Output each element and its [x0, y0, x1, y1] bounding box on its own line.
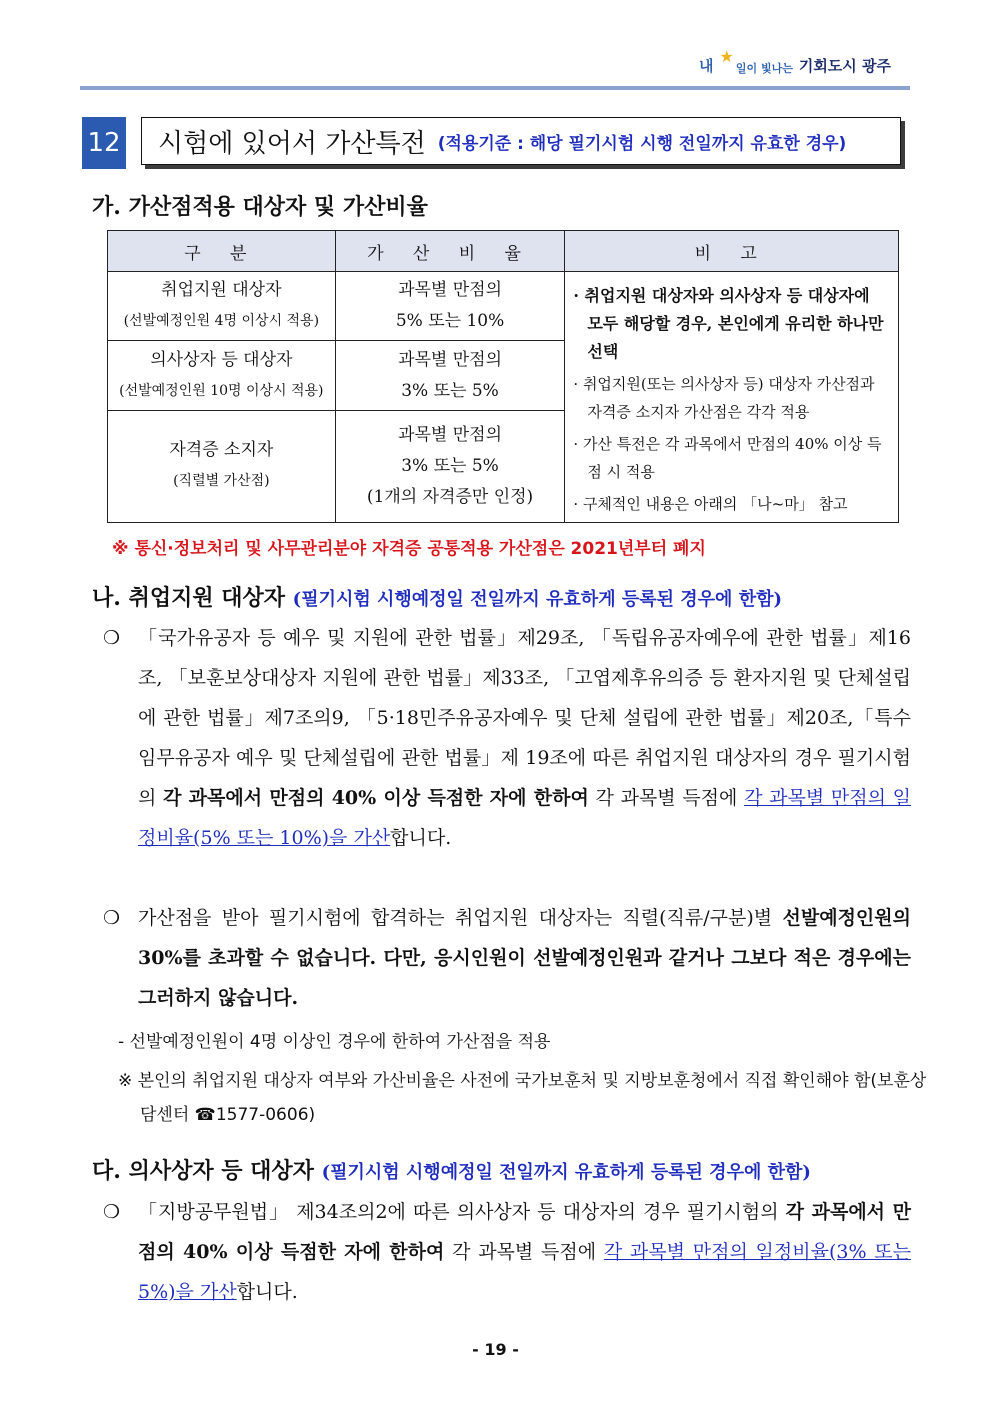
- logo-main: 기회도시 광주: [798, 57, 891, 75]
- target-sub: (선발예정인원 10명 이상시 적용): [119, 382, 324, 399]
- target-sub: (직렬별 가산점): [173, 473, 270, 490]
- table-header: 가 산 비 율: [335, 231, 565, 272]
- text: 합니다.: [236, 1281, 298, 1303]
- table-cell: [108, 341, 336, 410]
- text: 「지방공무원법」 제34조의2에 따른 의사상자 등 대상자의 경우 필기시험의: [138, 1201, 786, 1223]
- underlined-text: 각 과목별 만점의 일정비율(3% 또는 5%)을 가산: [138, 1241, 911, 1303]
- heading-a: 가. 가산점적용 대상자 및 가산비율: [92, 194, 428, 220]
- ratio-line: 3% 또는 5%: [401, 380, 499, 401]
- note-item: · 취업지원(또는 의사상자 등) 대상자 가산점과 자격증 소지자 가산점은 각각 적용: [573, 375, 875, 421]
- ratio-line: 과목별 만점의: [398, 280, 502, 301]
- table-cell: [108, 410, 336, 522]
- heading-b-note: (필기시험 시행예정일 전일까지 유효하게 등록된 경우에 한함): [292, 589, 783, 610]
- note-item: · 가산 특전은 각 과목에서 만점의 40% 이상 득점 시 적용: [573, 435, 882, 481]
- table-row: [108, 272, 899, 341]
- ratio-line: 5% 또는 10%: [395, 311, 505, 332]
- paragraph-b1: [138, 618, 911, 858]
- paragraph-b2: [138, 898, 911, 1018]
- target-label: 의사상자 등 대상자: [150, 349, 293, 370]
- target-label: 자격증 소지자: [169, 440, 274, 461]
- table-header: 구 분: [108, 231, 336, 272]
- header-rule: [80, 86, 910, 90]
- heading-b-title: 나. 취업지원 대상자: [92, 585, 285, 611]
- ratio-line: 3% 또는 5%: [401, 455, 499, 476]
- heading-c-title: 다. 의사상자 등 대상자: [92, 1158, 314, 1184]
- text: 「국가유공자 등 예우 및 지원에 관한 법률」제29조, 「독립유공자예우에 관한 법률」제16조, 「보훈보상대상자 지원에 관한 법률」제33조, 「고엽제후유의증 등 환자지원 및 단체설립에 관한 법률」제7조의9, 「5·18민주유공자예우 및 단체 설립에 관한 법률」제20조,「특수임무유공자 예우 및 단체설립에 관한 법률」제 19조에 따른 취업지원 대상자의 경우 필기시험의: [138, 627, 911, 809]
- table-header: 비 고: [565, 231, 899, 272]
- table-cell: [335, 341, 565, 410]
- text: 각 과목별 득점에: [588, 787, 745, 809]
- bonus-table: [107, 230, 899, 523]
- ratio-line: 과목별 만점의: [398, 349, 502, 370]
- bullet-circle: ❍: [103, 627, 121, 649]
- section-number: 12: [82, 117, 126, 169]
- heading-c: [92, 1154, 811, 1185]
- bullet-circle: ❍: [103, 907, 121, 929]
- note-item: · 구체적인 내용은 아래의 「나~마」 참고: [573, 495, 848, 513]
- ratio-line: (1개의 자격증만 인정): [366, 486, 534, 507]
- contact-note: ※ 본인의 취업지원 대상자 여부와 가산비율은 사전에 국가보훈처 및 지방보훈청에서 직접 확인해야 함(보훈상담센터 ☎1577-0606): [118, 1071, 927, 1125]
- table-cell: [335, 410, 565, 522]
- table-cell: [335, 272, 565, 341]
- section-note: (적용기준 : 해당 필기시험 시행 전일까지 유효한 경우): [437, 133, 847, 154]
- warning-note: ※ 통신·정보처리 및 사무관리분야 자격증 공통적용 가산점은 2021년부터 폐지: [112, 539, 706, 559]
- city-logo: [699, 47, 891, 76]
- section-title: 시험에 있어서 가산특전: [158, 128, 426, 159]
- target-sub: (선발예정인원 4명 이상시 적용): [123, 313, 320, 330]
- section-title-box: [141, 117, 901, 165]
- dash-note: - 선발예정인원이 4명 이상인 경우에 한하여 가산점을 적용: [118, 1032, 551, 1052]
- bullet-circle: ❍: [103, 1201, 121, 1223]
- table-header-row: [108, 231, 899, 272]
- star-icon: ★: [719, 47, 734, 66]
- page-number: - 19 -: [472, 1340, 519, 1359]
- notes-cell: [565, 272, 899, 523]
- emphasis-text: 각 과목에서 만점의 40% 이상 득점한 자에 한하여: [163, 787, 589, 809]
- heading-c-note: (필기시험 시행예정일 전일까지 유효하게 등록된 경우에 한함): [321, 1162, 811, 1183]
- target-label: 취업지원 대상자: [161, 280, 282, 301]
- logo-sub: 일이 빛나는: [735, 62, 793, 75]
- logo-prefix: 내: [699, 57, 714, 75]
- ratio-line: 과목별 만점의: [398, 424, 502, 445]
- note-item: · 취업지원 대상자와 의사상자 등 대상자에 모두 해당할 경우, 본인에게 유리한 하나만 선택: [573, 286, 884, 361]
- paragraph-c1: [138, 1192, 911, 1312]
- emphasis-text: 각 과목에서 만점의 40% 이상 득점한 자에 한하여: [138, 1201, 912, 1263]
- text: 가산점을 받아 필기시험에 합격하는 취업지원 대상자는 직렬(직류/구분)별: [138, 907, 783, 929]
- table-cell: [108, 272, 336, 341]
- text: 각 과목별 득점에: [444, 1241, 604, 1263]
- text: 합니다.: [390, 827, 452, 849]
- heading-b: [92, 581, 782, 612]
- underlined-text: 각 과목별 만점의 일정비율(5% 또는 10%)을 가산: [138, 787, 912, 849]
- emphasis-text: 선발예정인원의 30%를 초과할 수 없습니다. 다만, 응시인원이 선발예정인원과 같거나 그보다 적은 경우에는 그러하지 않습니다.: [138, 907, 911, 1009]
